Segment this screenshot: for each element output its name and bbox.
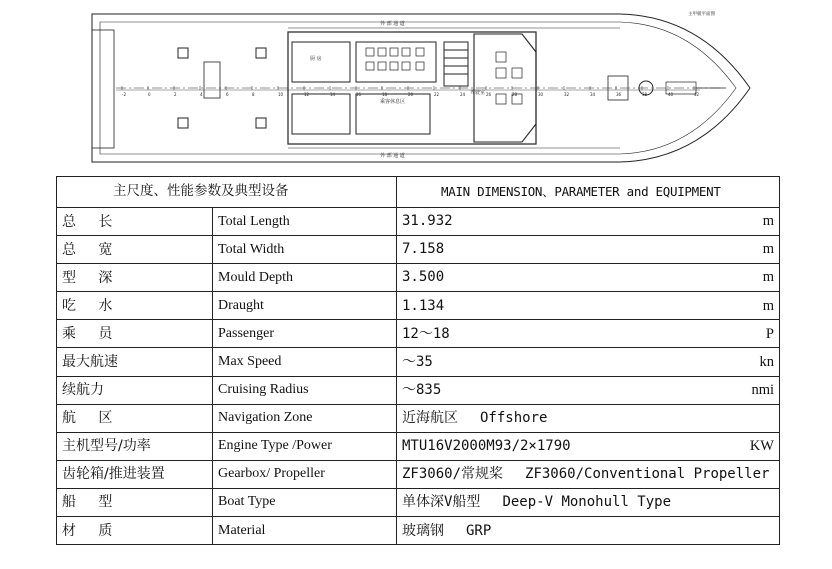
row-value-en: GRP: [466, 522, 492, 539]
header-cn: 主尺度、性能参数及典型设备: [57, 177, 397, 208]
row-cn-label: 齿轮箱/推进装置: [57, 460, 213, 488]
frame-label: 32: [564, 92, 570, 97]
frame-label: 16: [356, 92, 362, 97]
table-row: [57, 348, 780, 376]
row-cn-label: 吃水: [57, 292, 213, 320]
table-row: [57, 404, 780, 432]
toilet-room: [292, 94, 350, 134]
row-value-cell: [397, 348, 780, 376]
row-cn-label: 续航力: [57, 376, 213, 404]
frame-label: 38: [642, 92, 648, 97]
row-cn-label: 材质: [57, 517, 213, 545]
row-unit: KW: [749, 438, 774, 455]
table-row: [57, 488, 780, 516]
frame-label: 28: [512, 92, 518, 97]
row-value: 31.932: [402, 213, 453, 230]
table-row: [57, 208, 780, 236]
stairway: [444, 42, 468, 86]
frame-label: 4: [200, 92, 203, 97]
row-value: 3.500: [402, 269, 445, 286]
frame-label: 30: [538, 92, 544, 97]
row-value: 1.134: [402, 297, 445, 314]
frame-label: 40: [668, 92, 674, 97]
row-unit: m: [762, 269, 774, 286]
row-value: 7.158: [402, 241, 445, 258]
row-cn-label: 型深: [57, 264, 213, 292]
row-cn-label: 航区: [57, 404, 213, 432]
frame-label: 42: [694, 92, 700, 97]
row-value-en: Offshore: [480, 410, 548, 427]
label-corridor-top: 外 部 通 道: [380, 21, 405, 27]
row-value: ～835: [402, 381, 442, 398]
table-row: [57, 517, 780, 545]
row-value-cell: [397, 292, 780, 320]
frame-label: 2: [174, 92, 177, 97]
table-row: [57, 264, 780, 292]
frame-label: 26: [486, 92, 492, 97]
frame-label: 6: [226, 92, 229, 97]
row-value: ZF3060/常规桨: [402, 466, 504, 483]
frame-label: -2: [122, 92, 126, 97]
label-wheelhouse: 驾驶室: [470, 90, 486, 96]
row-value: 近海航区: [402, 410, 458, 427]
table-row: [57, 292, 780, 320]
frame-label: 22: [434, 92, 440, 97]
row-unit: nmi: [751, 381, 774, 398]
label-corridor-bottom: 外 部 通 道: [380, 153, 405, 159]
table-row: [57, 236, 780, 264]
row-unit: P: [765, 325, 774, 342]
row-en-label: Draught: [213, 292, 397, 320]
table-row: [57, 320, 780, 348]
row-value-cell: [397, 460, 780, 488]
table-row: [57, 432, 780, 460]
label-passenger-area: 乘客休息区: [380, 99, 406, 105]
row-en-label: Mould Depth: [213, 264, 397, 292]
row-value: 单体深V船型: [402, 494, 481, 511]
row-en-label: Boat Type: [213, 488, 397, 516]
frame-label: 0: [148, 92, 151, 97]
row-cn-label: 船型: [57, 488, 213, 516]
table-row: [57, 376, 780, 404]
row-unit: m: [762, 213, 774, 230]
row-value-cell: [397, 404, 780, 432]
row-en-label: Material: [213, 517, 397, 545]
frame-label: 24: [460, 92, 466, 97]
frame-label: 36: [616, 92, 622, 97]
drawing-title: 主甲板平面图: [688, 12, 715, 17]
spec-table: [56, 176, 780, 545]
frame-label: 34: [590, 92, 596, 97]
row-value-cell: [397, 208, 780, 236]
row-value-en: Deep-V Monohull Type: [502, 494, 672, 511]
row-cn-label: 最大航速: [57, 348, 213, 376]
deck-plan-drawing: [60, 2, 760, 174]
header-en: MAIN DIMENSION、PARAMETER and EQUIPMENT: [397, 177, 780, 208]
row-value-cell: [397, 488, 780, 516]
row-en-label: Engine Type /Power: [213, 432, 397, 460]
row-value-en: ZF3060/Conventional Propeller: [525, 466, 770, 483]
frame-label: 18: [382, 92, 388, 97]
row-unit: m: [762, 297, 774, 314]
row-cn-label: 乘员: [57, 320, 213, 348]
row-en-label: Passenger: [213, 320, 397, 348]
row-value-cell: [397, 320, 780, 348]
row-cn-label: 总长: [57, 208, 213, 236]
row-value-cell: [397, 264, 780, 292]
row-cn-label: 总宽: [57, 236, 213, 264]
row-value: 玻璃钢: [402, 522, 444, 539]
frame-label: 10: [278, 92, 284, 97]
row-unit: m: [762, 241, 774, 258]
hatch-aft: [204, 62, 220, 98]
stern-grating: [92, 30, 114, 148]
row-value-cell: [397, 236, 780, 264]
galley-room: [292, 42, 350, 82]
row-en-label: Cruising Radius: [213, 376, 397, 404]
table-header-row: [57, 177, 780, 208]
row-unit: kn: [759, 353, 774, 370]
row-en-label: Total Width: [213, 236, 397, 264]
row-en-label: Navigation Zone: [213, 404, 397, 432]
row-en-label: Total Length: [213, 208, 397, 236]
row-en-label: Gearbox/ Propeller: [213, 460, 397, 488]
frame-label: 12: [304, 92, 310, 97]
row-value: 12～18: [402, 325, 450, 342]
label-galley: 厨 房: [310, 56, 322, 62]
row-value: ～35: [402, 353, 433, 370]
row-value: MTU16V2000M93/2×1790: [402, 438, 571, 455]
row-value-cell: [397, 376, 780, 404]
row-value-cell: [397, 432, 780, 460]
row-en-label: Max Speed: [213, 348, 397, 376]
frame-label: 14: [330, 92, 336, 97]
row-value-cell: [397, 517, 780, 545]
row-cn-label: 主机型号/功率: [57, 432, 213, 460]
table-row: [57, 460, 780, 488]
frame-label: 8: [252, 92, 255, 97]
frame-label: 20: [408, 92, 414, 97]
